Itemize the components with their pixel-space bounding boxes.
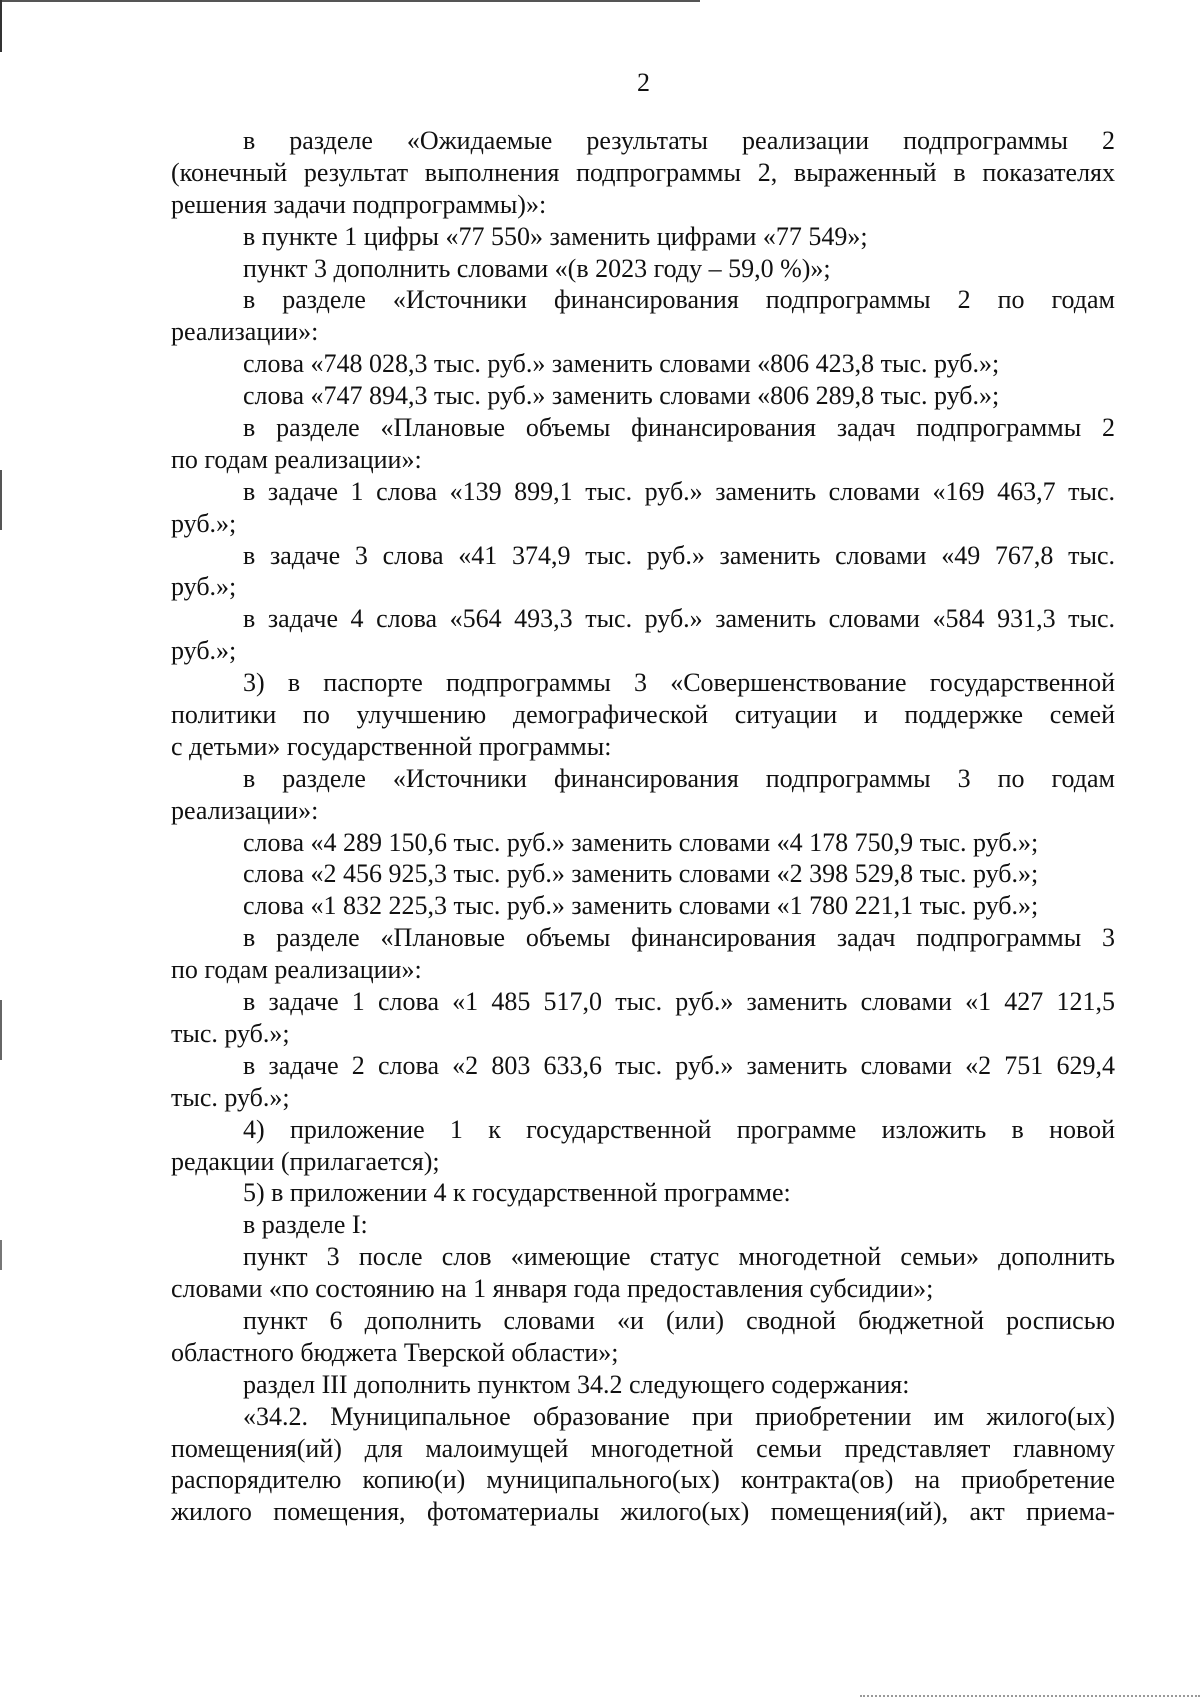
text-line: слова «4 289 150,6 тыс. руб.» заменить словами «4 178 750,9 тыс. руб.»; [243, 827, 1039, 857]
text-line: (конечный результат выполнения подпрограммы 2, выраженный в показателях [171, 157, 1115, 187]
text-line: «34.2. Муниципальное образование при приобретении им жилого(ых) [243, 1401, 1115, 1431]
text-line: с детьми» государственной программы: [171, 731, 612, 761]
text-line: слова «1 832 225,3 тыс. руб.» заменить словами «1 780 221,1 тыс. руб.»; [243, 891, 1039, 921]
text-line: пункт 3 после слов «имеющие статус многодетной семьи» дополнить [243, 1242, 1115, 1272]
text-line: жилого помещения, фотоматериалы жилого(ых) помещения(ий), акт приема- [171, 1497, 1115, 1527]
text-line: в пункте 1 цифры «77 550» заменить цифрами «77 549»; [243, 221, 868, 251]
text-line: в разделе «Источники финансирования подпрограммы 3 по годам [243, 763, 1115, 793]
text-line: распорядителю копию(и) муниципального(ых) контракта(ов) на приобретение [171, 1465, 1115, 1495]
text-line: 4) приложение 1 к государственной программе изложить в новой [243, 1114, 1115, 1144]
text-line: в задаче 3 слова «41 374,9 тыс. руб.» заменить словами «49 767,8 тыс. [243, 540, 1115, 570]
document-body [171, 125, 1115, 1528]
text-line: по годам реализации»: [171, 955, 422, 985]
text-line: словами «по состоянию на 1 января года предоставления субсидии»; [171, 1274, 934, 1304]
text-line: в разделе «Ожидаемые результаты реализации подпрограммы 2 [243, 126, 1115, 155]
text-line: реализации»: [171, 795, 319, 825]
text-line: областного бюджета Тверской области»; [171, 1337, 619, 1367]
scan-edge-top [0, 0, 700, 2]
text-line: по годам реализации»: [171, 444, 422, 474]
text-line: решения задачи подпрограммы)»: [171, 189, 547, 219]
text-line: тыс. руб.»; [171, 1018, 290, 1048]
text-line: 3) в паспорте подпрограммы 3 «Совершенствование государственной [243, 668, 1115, 698]
text-line: в разделе I: [243, 1210, 368, 1240]
text-line: пункт 6 дополнить словами «и (или) сводной бюджетной росписью [243, 1305, 1115, 1335]
text-line: в задаче 1 слова «1 485 517,0 тыс. руб.» заменить словами «1 427 121,5 [243, 987, 1115, 1017]
text-line: тыс. руб.»; [171, 1082, 290, 1112]
text-line: в задаче 4 слова «564 493,3 тыс. руб.» заменить словами «584 931,3 тыс. [243, 604, 1115, 634]
text-line: в разделе «Плановые объемы финансирования задач подпрограммы 3 [243, 923, 1115, 953]
text-line: редакции (прилагается); [171, 1146, 440, 1176]
text-line: слова «747 894,3 тыс. руб.» заменить словами «806 289,8 тыс. руб.»; [243, 381, 1000, 411]
text-line: руб.»; [171, 508, 237, 538]
text-line: руб.»; [171, 636, 237, 666]
text-line: пункт 3 дополнить словами «(в 2023 году – 59,0 %)»; [243, 253, 831, 283]
text-line: помещения(ий) для малоимущей многодетной семьи представляет главному [171, 1433, 1115, 1463]
scan-edge-left [0, 0, 2, 52]
text-line: в разделе «Источники финансирования подпрограммы 2 по годам [243, 285, 1115, 315]
scan-edge-left [0, 1240, 2, 1270]
scan-edge-bottom [860, 1695, 1200, 1697]
text-line: 5) в приложении 4 к государственной программе: [243, 1178, 791, 1208]
text-line: политики по улучшению демографической ситуации и поддержке семей [171, 700, 1115, 730]
scan-edge-left [0, 470, 2, 530]
scan-edge-left [0, 1000, 2, 1060]
text-line: слова «748 028,3 тыс. руб.» заменить словами «806 423,8 тыс. руб.»; [243, 349, 1000, 379]
text-line: реализации»: [171, 317, 319, 347]
text-line: в задаче 2 слова «2 803 633,6 тыс. руб.» заменить словами «2 751 629,4 [243, 1050, 1115, 1080]
text-line: в разделе «Плановые объемы финансирования задач подпрограммы 2 [243, 413, 1115, 443]
text-line: слова «2 456 925,3 тыс. руб.» заменить словами «2 398 529,8 тыс. руб.»; [243, 859, 1039, 889]
page-number: 2 [637, 68, 650, 97]
text-line: в задаче 1 слова «139 899,1 тыс. руб.» заменить словами «169 463,7 тыс. [243, 476, 1115, 506]
text-line: раздел III дополнить пунктом 34.2 следующего содержания: [243, 1369, 910, 1399]
text-line: руб.»; [171, 572, 237, 602]
